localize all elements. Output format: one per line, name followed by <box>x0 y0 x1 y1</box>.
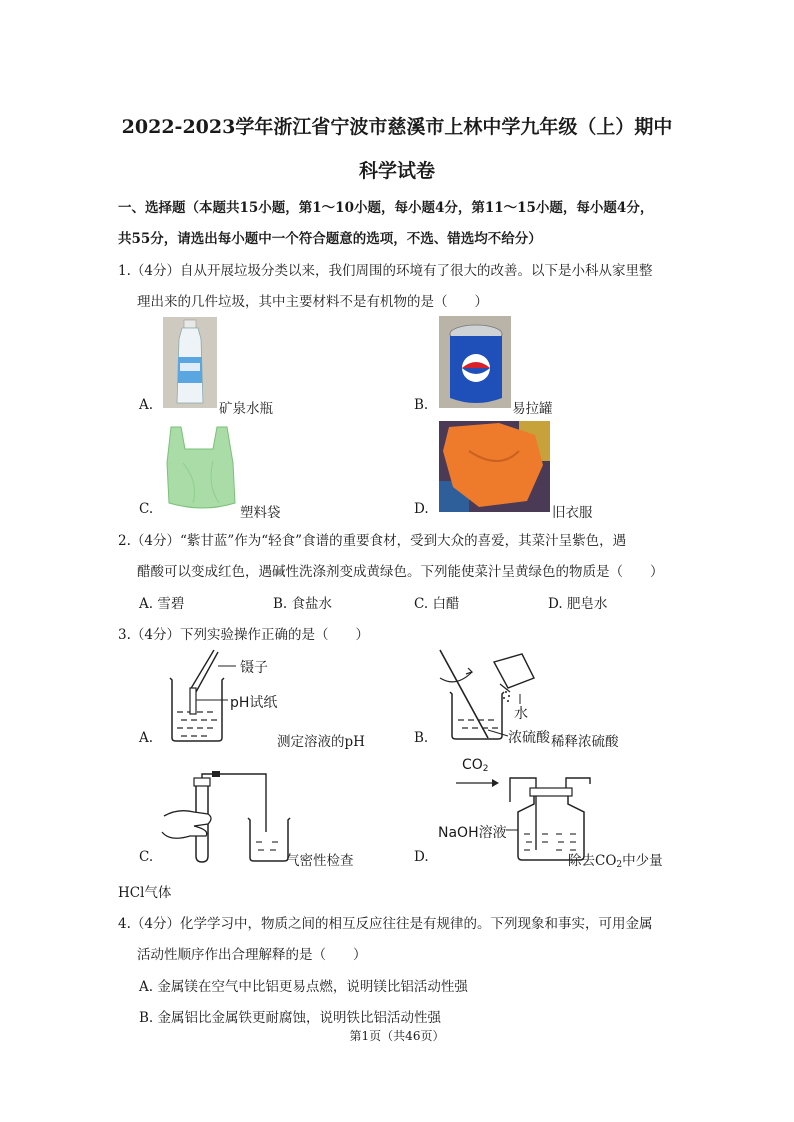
q2-option-d-letter: D. <box>548 596 563 612</box>
q1-option-a-label: 矿泉水瓶 <box>219 401 273 417</box>
q3-option-d-letter: D. <box>414 849 429 865</box>
section-heading-line2: 共55分，请选出每小题中一个符合题意的选项，不选、错选均不给分） <box>118 231 542 247</box>
q3-option-a-letter: A. <box>139 730 154 746</box>
q3-option-d-label-post: 中少量 <box>622 853 663 869</box>
q3-option-c-label: 气密性检查 <box>286 853 354 869</box>
q4-option-a-letter: A. <box>139 979 154 995</box>
q3-option-a-label: 测定溶液的pH <box>277 734 365 750</box>
fig-a-label-ph-paper: pH试纸 <box>230 695 278 711</box>
section-heading-line1: 一、选择题（本题共15小题，第1～10小题，每小题4分，第11～15小题，每小题4分， <box>118 200 654 216</box>
water-bottle-image <box>163 317 217 408</box>
q2-option-c-label: 白醋 <box>432 596 460 612</box>
page-title-line2: 科学试卷 <box>358 160 435 182</box>
q3-option-d-label-pre: 除去CO <box>568 853 617 869</box>
q1-stem-line2: 理出来的几件垃圾，其中主要材料不是有机物的是（ ） <box>137 294 488 310</box>
airtightness-diagram <box>160 772 290 864</box>
fig-d-label-co2 <box>462 757 489 774</box>
q1-option-b-label: 易拉罐 <box>512 401 553 417</box>
arrow-right-icon <box>456 778 500 788</box>
q1-stem-line1: 1.（4分）自从开展垃圾分类以来，我们周围的环境有了很大的改善。以下是小科从家里整 <box>118 263 653 279</box>
q2-stem-line2: 醋酸可以变成红色，遇碱性洗涤剂变成黄绿色。下列能使菜汁呈黄绿色的物质是（ ） <box>137 564 664 580</box>
q4-option-a <box>139 975 468 995</box>
q4-stem-line1: 4.（4分）化学学习中，物质之间的相互反应往往是有规律的。下列现象和事实，可用金属 <box>118 916 653 932</box>
q3-option-d-wrap: HCl气体 <box>118 885 172 901</box>
q2-stem-line1: 2.（4分）“紫甘蓝”作为“轻食”食谱的重要食材，受到大众的喜爱，其菜汁呈紫色，遇 <box>118 533 627 549</box>
q2-option-d-label: 肥皂水 <box>566 596 608 612</box>
fig-b-label-water: 水 <box>514 706 528 722</box>
fig-d-label-co: CO <box>462 757 483 773</box>
q3-option-d-label-sub: 2 <box>616 860 623 870</box>
q4-option-b-letter: B. <box>139 1010 154 1026</box>
q3-option-b-letter: B. <box>414 730 429 746</box>
page-title-line1: 2022-2023学年浙江省宁波市慈溪市上林中学九年级（上）期中 <box>121 116 673 138</box>
fig-d-label-naoh: NaOH溶液 <box>438 825 507 841</box>
fig-d-label-sub: 2 <box>482 764 489 774</box>
q1-option-c-label: 塑料袋 <box>240 505 281 521</box>
q2-option-b-letter: B. <box>273 596 288 612</box>
q1-option-d-letter: D. <box>414 501 429 517</box>
q2-option-b <box>273 592 332 612</box>
q3-option-b-label: 稀释浓硫酸 <box>551 734 619 750</box>
q4-option-b-label: 金属铝比金属铁更耐腐蚀，说明铁比铝活动性强 <box>157 1010 442 1026</box>
q4-stem-line2: 活动性顺序作出合理解释的是（ ） <box>137 947 367 963</box>
fig-b-label-acid: 浓硫酸 <box>508 730 550 746</box>
q4-option-b <box>139 1006 441 1026</box>
fig-a-label-tweezers: 镊子 <box>240 660 268 676</box>
plastic-bag-image <box>163 423 238 512</box>
q2-option-d <box>548 592 607 612</box>
q3-option-d-label <box>568 849 663 870</box>
q2-option-c-letter: C. <box>414 596 429 612</box>
q1-option-d-label: 旧衣服 <box>552 505 593 521</box>
q1-option-c-letter: C. <box>139 501 154 517</box>
soda-can-image <box>439 316 511 408</box>
q2-option-a <box>139 592 184 612</box>
old-clothes-image <box>439 421 550 512</box>
q2-option-c <box>414 592 459 612</box>
page-footer: 第1页（共46页） <box>349 1029 445 1043</box>
q2-option-b-label: 食盐水 <box>291 596 333 612</box>
q2-option-a-letter: A. <box>139 596 154 612</box>
q3-stem: 3.（4分）下列实验操作正确的是（ ） <box>118 627 369 643</box>
q1-option-a-letter: A. <box>139 397 154 413</box>
q3-option-c-letter: C. <box>139 849 154 865</box>
q1-option-b-letter: B. <box>414 397 429 413</box>
q4-option-a-label: 金属镁在空气中比铝更易点燃，说明镁比铝活动性强 <box>157 979 468 995</box>
q2-option-a-label: 雪碧 <box>157 596 185 612</box>
